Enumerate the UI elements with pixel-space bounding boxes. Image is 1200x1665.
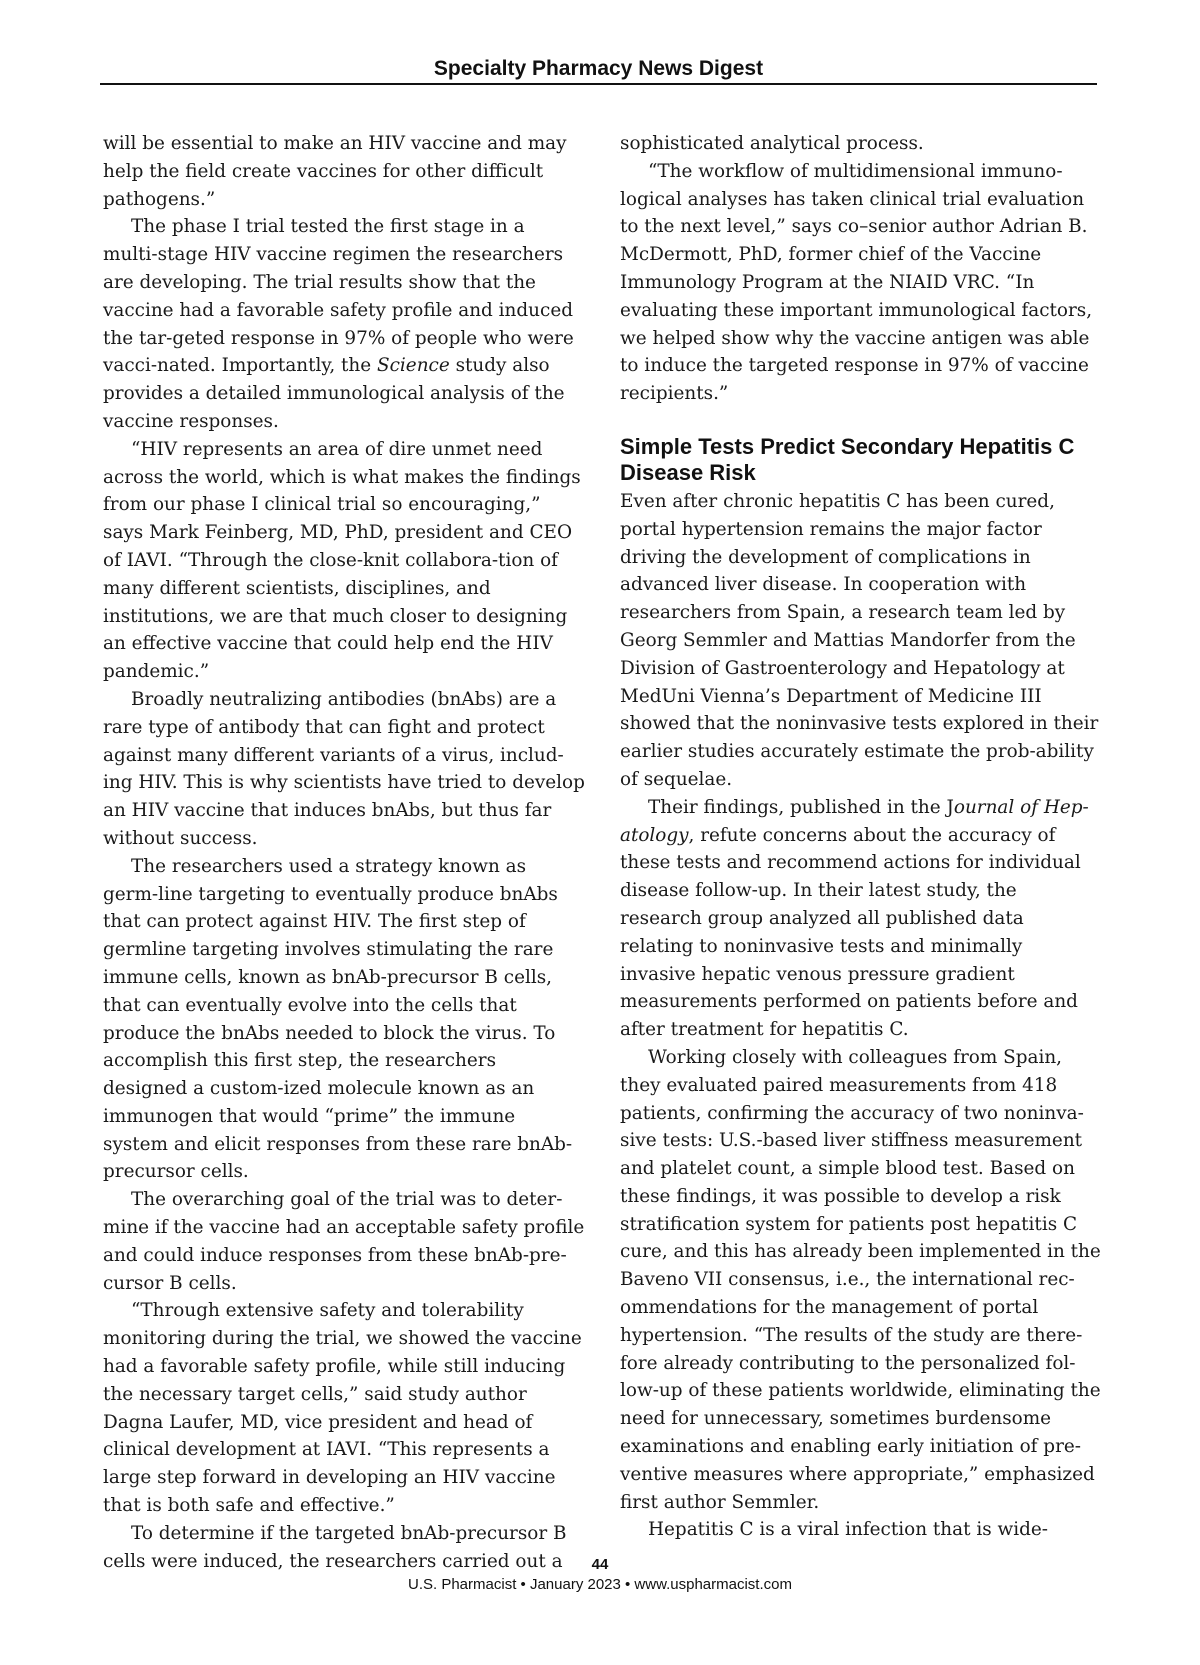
paragraph: To determine if the targeted bnAb-precursor B cells were induced, the researchers carried out a [103, 1522, 567, 1572]
paragraph: The researchers used a strategy known as germ-line targeting to eventually produce bnAbs that can protect against HIV. The first step of germline targeting involves stimulating the rare immune cells, known as bnAb-precursor B cells, that can eventually evolve into the cells that produce the bnAbs needed to block the virus. To accomplish this first step, the researchers designed a custom-ized molecule known as an immunogen that would “prime” the immune system and elicit responses from these rare bnAb-precursor cells. [103, 855, 573, 1183]
running-head: Specialty Pharmacy News Digest [433, 57, 764, 80]
page-number: 44 [591, 1556, 609, 1573]
paragraph: “Through extensive safety and tolerability monitoring during the trial, we showed the vaccine had a favorable safety profile, while still inducing the necessary target cells,” said study author Dagna Laufer, MD, vice president and head of clinical development at IAVI. “This represents a large step forward in developing an HIV vaccine that is both safe and effective.” [103, 1300, 582, 1517]
paragraph: “HIV represents an area of dire unmet need across the world, which is what makes the findings from our phase I clinical trial so encouraging,” says Mark Feinberg, MD, PhD, president and CEO of IAVI. “Through the close-knit collabora-tion of many different scientists, disciplines, and institutions, we are that much closer to designing an effective vaccine that could help end the HIV pandemic.” [103, 438, 581, 683]
paragraph: The overarching goal of the trial was to deter-mine if the vaccine had an acceptable safety profile and could induce responses from these bnAb-pre-cursor B cells. [103, 1189, 585, 1294]
header-rule [100, 83, 1097, 85]
paragraph: Even after chronic hepatitis C has been cured, portal hypertension remains the major factor driving the development of complications in advanced liver disease. In cooperation with researchers from Spain, a research team led by Georg Semmler and Mattias Mandorfer from the Division of Gastroenterology and Hepatology at MedUni Vienna’s Department of Medicine III showed that the noninvasive tests explored in their earlier studies accurately estimate the prob-ability of sequelae. [620, 490, 1099, 790]
paragraph: “The workflow of multidimensional immuno-logical analyses has taken clinical trial evaluation to the next level,” says co–senior author Adrian B. McDermott, PhD, former chief of the Vaccine Immunology Program at the NIAID VRC. “In evaluating these important immunological factors, we helped show why the vaccine antigen was able to induce the targeted response in 97% of vaccine recipients.” [620, 160, 1093, 405]
right-column [620, 130, 1102, 1544]
paragraph: will be essential to make an HIV vaccine and may help the field create vaccines for other difficult pathogens.” [103, 133, 567, 210]
text-run: study also provides a detailed immunological analysis of the vaccine responses. [103, 355, 565, 432]
journal-title-italic: ournal of Hep-atology [620, 796, 1089, 846]
left-column [103, 130, 585, 1575]
paragraph: sophisticated analytical process. [620, 133, 924, 154]
paragraph: Working closely with colleagues from Spain, they evaluated paired measurements from 418 patients, confirming the accuracy of two noninva-sive tests: U.S.-based liver stiffness measurement and platelet count, a simple blood test. Based on these findings, it was possible to develop a risk stratification system for patients post hepatitis C cure, and this has already been implemented in the Baveno VII consensus, i.e., the international rec-ommendations for the management of portal hypertension. “The results of the study are there-fore already contributing to the personalized fol-low-up of these patients worldwide, eliminating the need for unnecessary, sometimes burdensome examinations and enabling early initiation of pre-ventive measures where appropriate,” emphasized first author Semmler. [620, 1046, 1101, 1513]
text-run: , refute concerns about the accuracy of these tests and recommend actions for individual disease follow-up. In their latest study, the research group analyzed all published data relating to noninvasive tests and minimally invasive hepatic venous pressure gradient measurements performed on patients before and after treatment for hepatitis C. [620, 824, 1081, 1041]
text-run: Their findings, published in the J [648, 796, 954, 818]
text-run: The phase I trial tested the first stage in a multi-stage HIV vaccine regimen the researchers are developing. The trial results show that the vaccine had a favorable safety profile and induced the tar-geted response in 97% of people who were vacci-nated. Importantly, the [103, 216, 574, 377]
paragraph [620, 794, 1102, 1044]
paragraph: Hepatitis C is a viral infection that is wide- [648, 1519, 1048, 1541]
section-heading: Simple Tests Predict Secondary Hepatitis C Disease Risk [620, 433, 1075, 486]
paragraph [103, 213, 585, 435]
journal-title-italic: Science [377, 355, 450, 377]
footer-citation: U.S. Pharmacist • January 2023 • www.uspharmacist.com [408, 1576, 792, 1593]
paragraph: Broadly neutralizing antibodies (bnAbs) are a rare type of antibody that can fight and protect against many different variants of a virus, includ-ing HIV. This is why scientists have tried to develop an HIV vaccine that induces bnAbs, but thus far without success. [103, 688, 585, 849]
